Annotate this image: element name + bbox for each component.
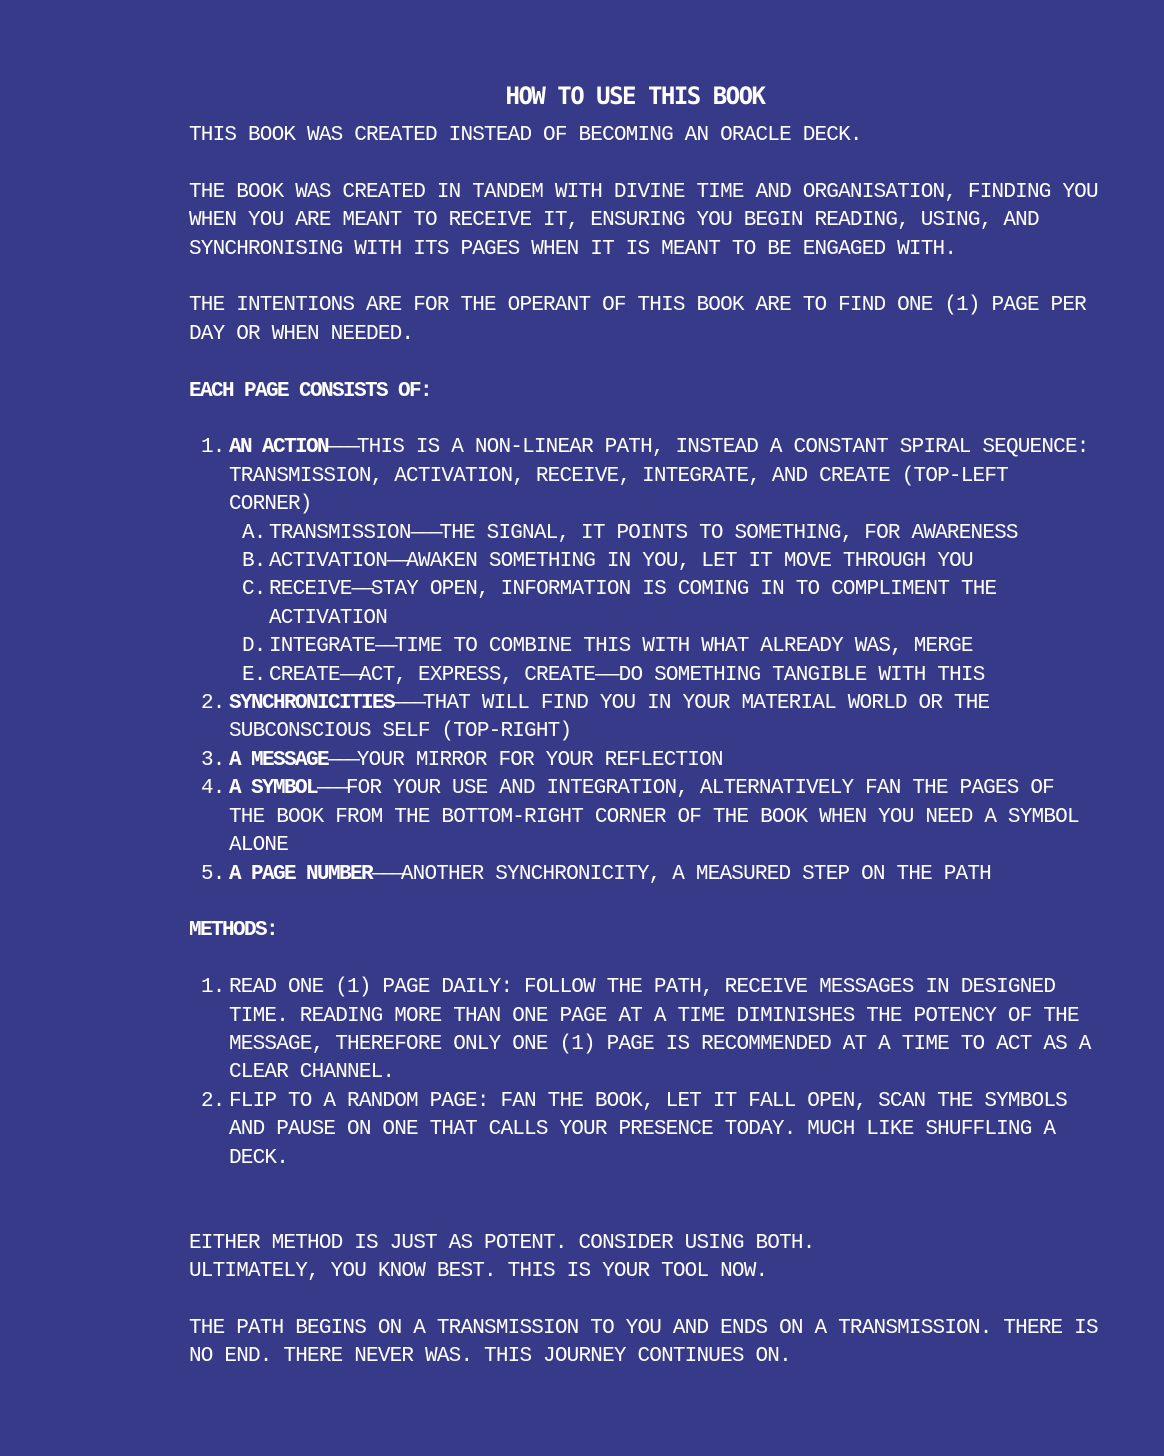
sub-list-item <box>229 548 1099 576</box>
list-item <box>189 434 1099 690</box>
closing-line: EITHER METHOD IS JUST AS POTENT. CONSIDER USING BOTH. <box>189 1231 815 1255</box>
item-dash: —— <box>375 635 395 659</box>
sub-item-term: RECEIVE <box>269 578 352 602</box>
item-text: ANOTHER SYNCHRONICITY, A MEASURED STEP ON THE PATH <box>400 862 991 886</box>
item-text: THAT WILL FIND YOU IN YOUR MATERIAL WORLD OR THE SUBCONSCIOUS SELF (TOP-RIGHT) <box>229 692 990 744</box>
item-dash: ——— <box>328 748 357 772</box>
sub-item-term: ACTIVATION <box>269 550 388 574</box>
page-title: HOW TO USE THIS BOOK <box>505 82 765 110</box>
sub-list-item <box>229 576 1099 633</box>
list-number: 3. <box>201 748 225 772</box>
section-heading-page-contents: EACH PAGE CONSISTS OF: <box>189 379 432 403</box>
item-dash: —— <box>351 578 371 602</box>
list-item <box>189 747 1099 775</box>
list-number: 2. <box>201 1089 225 1113</box>
method-text: READ ONE (1) PAGE DAILY: FOLLOW THE PATH, RECEIVE MESSAGES IN DESIGNED TIME. READING MORE THAN ONE PAGE AT A TIME DIMINISHES THE POTENCY OF THE MESSAGE, THEREFORE ONLY ONE (1) PAGE IS RECOMMENDED AT A TIME TO ACT AS A CLEAR CHANNEL. <box>229 976 1091 1085</box>
item-term: A MESSAGE <box>229 748 329 772</box>
sub-item-term: TRANSMISSION <box>269 521 411 545</box>
item-dash: ——— <box>372 862 401 886</box>
intro-paragraph: THE BOOK WAS CREATED IN TANDEM WITH DIVINE TIME AND ORGANISATION, FINDING YOU WHEN YOU ARE MEANT TO RECEIVE IT, ENSURING YOU BEGIN READING, USING, AND SYNCHRONISING WITH ITS PAGES WHEN IT IS MEANT TO BE ENGAGED WITH. <box>189 180 1098 261</box>
list-number: 1. <box>201 436 225 460</box>
sub-item-text: TIME TO COMBINE THIS WITH WHAT ALREADY WAS, MERGE <box>394 635 973 659</box>
item-dash: ——— <box>410 521 440 545</box>
methods-list <box>189 974 1099 1173</box>
page-contents-list <box>189 434 1099 889</box>
item-term: A SYMBOL <box>229 777 318 801</box>
closing-line: ULTIMATELY, YOU KNOW BEST. THIS IS YOUR TOOL NOW. <box>189 1260 768 1284</box>
list-number: 5. <box>201 862 225 886</box>
item-dash: ——— <box>394 692 423 716</box>
section-heading-methods: METHODS: <box>189 919 278 943</box>
item-text: THIS IS A NON-LINEAR PATH, INSTEAD A CONSTANT SPIRAL SEQUENCE: TRANSMISSION, ACTIVATION, RECEIVE, INTEGRATE, AND CREATE (TOP-LEFT CORNER) <box>229 436 1089 517</box>
sub-list <box>229 520 1099 690</box>
list-item <box>189 861 1099 889</box>
intro-paragraph: THE INTENTIONS ARE FOR THE OPERANT OF THIS BOOK ARE TO FIND ONE (1) PAGE PER DAY OR WHEN NEEDED. <box>189 294 1086 346</box>
item-dash: —— <box>339 663 360 687</box>
document-page <box>189 80 1099 1372</box>
item-text: FOR YOUR USE AND INTEGRATION, ALTERNATIVELY FAN THE PAGES OF THE BOOK FROM THE BOTTOM-RIGHT CORNER OF THE BOOK WHEN YOU NEED A SYMBOL ALONE <box>229 777 1079 858</box>
item-term: A PAGE NUMBER <box>229 862 373 886</box>
item-dash: ——— <box>317 777 346 801</box>
sub-list-letter: D. <box>242 635 266 659</box>
sub-list-letter: A. <box>242 521 266 545</box>
item-term: AN ACTION <box>229 436 329 460</box>
sub-item-term: INTEGRATE <box>269 635 376 659</box>
item-dash: —— <box>387 550 407 574</box>
item-dash: ——— <box>328 436 357 460</box>
list-number: 4. <box>201 777 225 801</box>
list-number: 2. <box>201 692 225 716</box>
document-body <box>189 122 1099 1372</box>
sub-list-letter: E. <box>242 663 266 687</box>
list-item <box>189 1088 1099 1173</box>
closing-paragraph: THE PATH BEGINS ON A TRANSMISSION TO YOU AND ENDS ON A TRANSMISSION. THERE IS NO END. THERE NEVER WAS. THIS JOURNEY CONTINUES ON. <box>189 1316 1098 1369</box>
sub-list-letter: C. <box>242 578 266 602</box>
list-item <box>189 690 1099 747</box>
item-term: SYNCHRONICITIES <box>229 692 395 716</box>
list-item <box>189 974 1099 1088</box>
sub-list-item <box>229 520 1099 548</box>
sub-list-letter: B. <box>242 550 266 574</box>
sub-item-text: AWAKEN SOMETHING IN YOU, LET IT MOVE THROUGH YOU <box>406 550 973 574</box>
sub-item-text: ACT, EXPRESS, CREATE——DO SOMETHING TANGIBLE WITH THIS <box>359 663 985 687</box>
intro-paragraph: THIS BOOK WAS CREATED INSTEAD OF BECOMING AN ORACLE DECK. <box>189 124 862 147</box>
sub-item-text: STAY OPEN, INFORMATION IS COMING IN TO COMPLIMENT THE ACTIVATION <box>269 578 997 630</box>
sub-item-term: CREATE <box>269 663 340 687</box>
list-item <box>189 775 1099 860</box>
list-number: 1. <box>201 976 225 1000</box>
sub-list-item <box>229 662 1099 690</box>
sub-item-text: THE SIGNAL, IT POINTS TO SOMETHING, FOR AWARENESS <box>439 521 1018 545</box>
item-text: YOUR MIRROR FOR YOUR REFLECTION <box>356 748 723 772</box>
sub-list-item <box>229 633 1099 661</box>
method-text: FLIP TO A RANDOM PAGE: FAN THE BOOK, LET IT FALL OPEN, SCAN THE SYMBOLS AND PAUSE ON ONE THAT CALLS YOUR PRESENCE TODAY. MUCH LIKE SHUFFLING A DECK. <box>229 1089 1067 1170</box>
